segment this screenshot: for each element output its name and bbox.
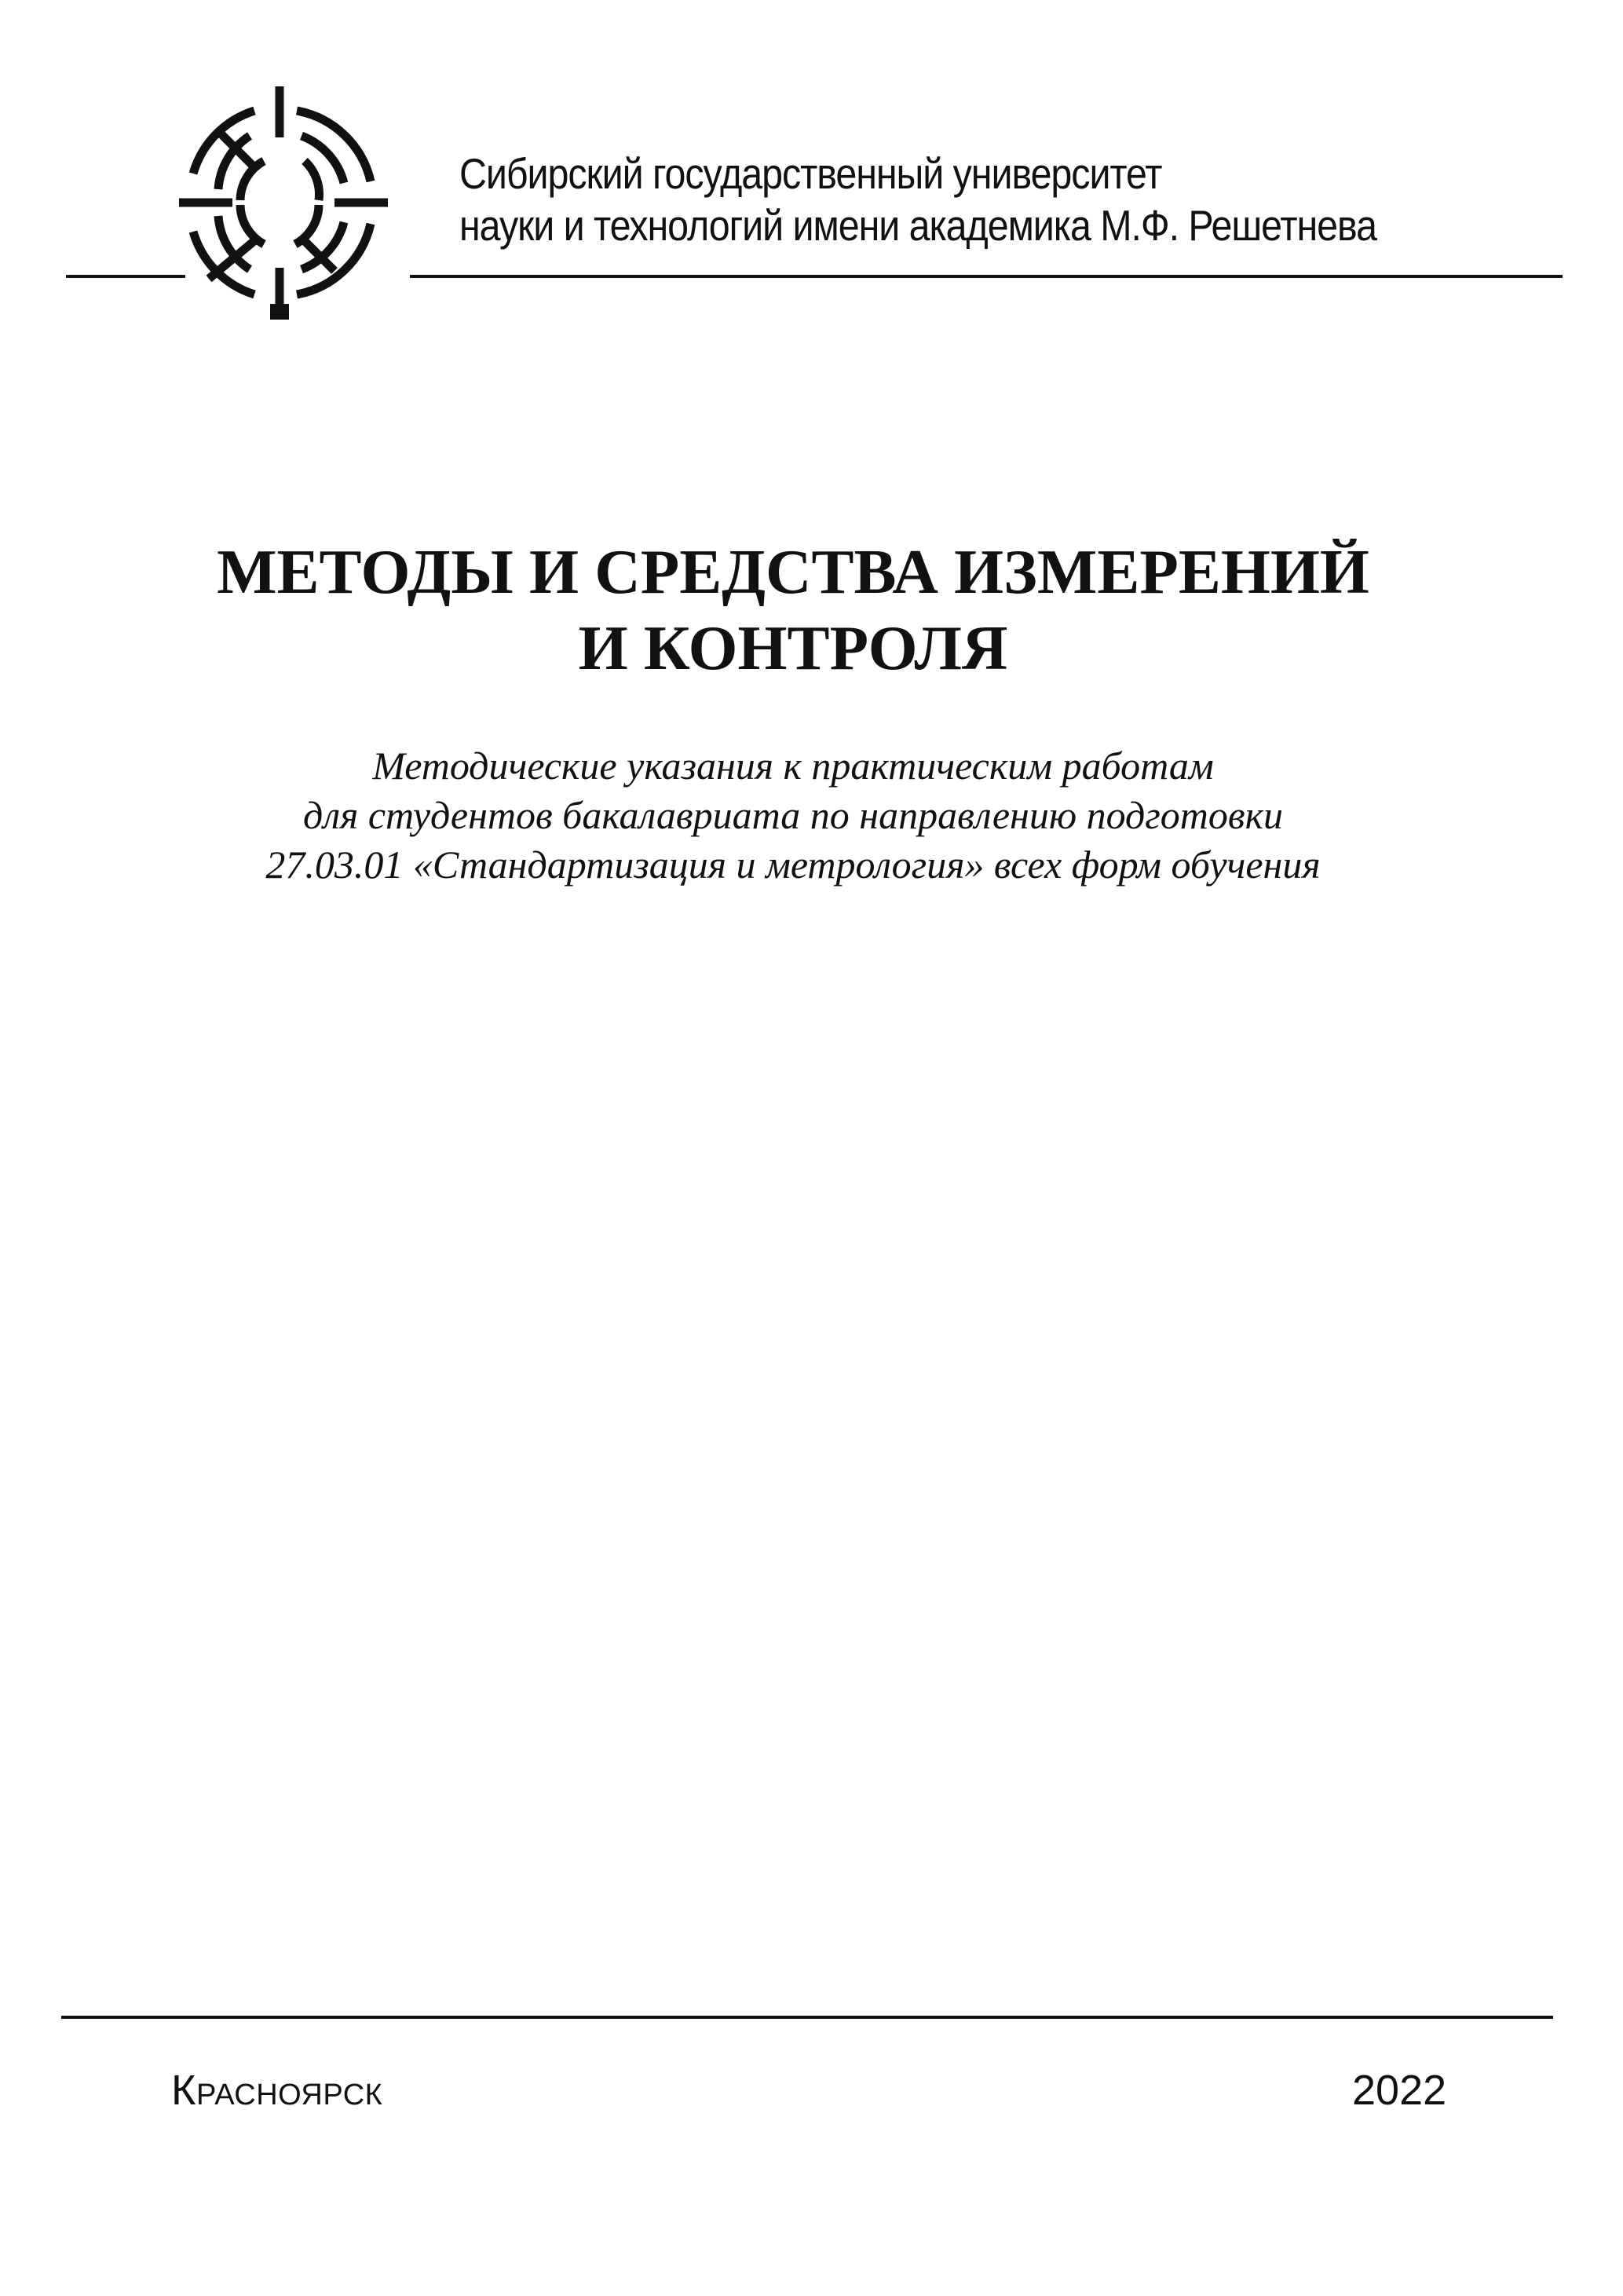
university-name [459,148,1427,251]
university-line-1: Сибирский государственный университет [459,149,1162,198]
header-rule-right [410,275,1563,278]
sibsau-emblem-icon [177,82,389,323]
title-line-1: МЕТОДЫ И СРЕДСТВА ИЗМЕРЕНИЙ [217,536,1369,607]
subtitle-line-1: Методические указания к практическим работам [372,744,1214,788]
subtitle-line-3: 27.03.01 «Стандартизация и метрология» всех форм обучения [265,843,1321,887]
subtitle-line-2: для студентов бакалавриата по направлению подготовки [303,793,1283,837]
footer-rule [61,2016,1553,2019]
document-title [0,534,1586,686]
publication-city: Красноярск [171,2067,383,2114]
document-subtitle [0,741,1586,890]
publication-year: 2022 [1352,2067,1447,2114]
header-rule-left [66,275,185,278]
university-line-2: науки и технологий имени академика М.Ф. Решетнева [459,201,1376,250]
title-line-2: И КОНТРОЛЯ [578,612,1008,683]
